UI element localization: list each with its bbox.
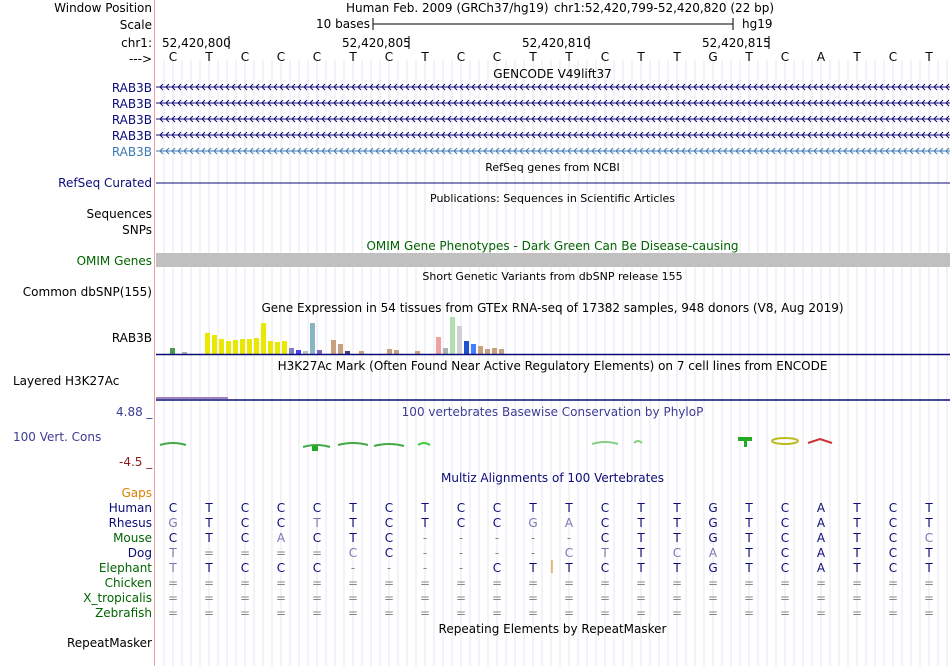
alignment-base: =: [311, 576, 323, 590]
alignment-base: =: [671, 576, 683, 590]
alignment-base: =: [923, 576, 935, 590]
alignment-base: -: [422, 561, 428, 575]
alignment-base: T: [349, 501, 357, 515]
base-letter: T: [637, 50, 645, 64]
alignment-base: =: [563, 591, 575, 605]
alignment-base: T: [205, 561, 213, 575]
alignment-base: -: [386, 561, 392, 575]
alignment-base: =: [743, 606, 755, 620]
gtex-bar: [457, 326, 462, 354]
gaps-label: Gaps: [121, 486, 152, 500]
alignment-base: =: [923, 591, 935, 605]
alignment-base: T: [673, 516, 681, 530]
alignment-base: =: [203, 606, 215, 620]
scale-bases: 10 bases: [316, 17, 370, 31]
refseq-label[interactable]: RefSeq Curated: [58, 176, 152, 190]
gtex-bar: [261, 323, 266, 354]
publications-snps-label[interactable]: SNPs: [122, 223, 152, 237]
alignment-base: -: [350, 561, 356, 575]
alignment-base: T: [565, 501, 573, 515]
alignment-base: T: [205, 516, 213, 530]
alignment-base: =: [563, 576, 575, 590]
alignment-base: C: [312, 561, 322, 575]
base-letter: C: [384, 50, 394, 64]
alignment-base: C: [456, 501, 466, 515]
gtex-bar: [478, 346, 483, 354]
gtex-bar: [275, 342, 280, 354]
phylop-signal: [738, 437, 752, 441]
alignment-base: =: [419, 606, 431, 620]
alignment-base: =: [419, 591, 431, 605]
gtex-label[interactable]: RAB3B: [111, 331, 152, 345]
alignment-base: =: [167, 591, 179, 605]
alignment-base: T: [745, 546, 753, 560]
base-letter: C: [600, 50, 610, 64]
refseq-title[interactable]: RefSeq genes from NCBI: [485, 161, 620, 174]
scale-db: hg19: [742, 17, 773, 31]
repeatmasker-title[interactable]: Repeating Elements by RepeatMasker: [438, 622, 667, 636]
gtex-bar: [226, 341, 231, 354]
alignment-base: T: [925, 561, 933, 575]
alignment-base: =: [563, 606, 575, 620]
species-label[interactable]: Human: [108, 501, 152, 515]
base-letter: C: [780, 50, 790, 64]
phylop-label[interactable]: 100 Vert. Cons: [13, 430, 102, 444]
h3k27ac-label[interactable]: Layered H3K27Ac: [13, 374, 120, 388]
alignment-base: T: [925, 501, 933, 515]
alignment-base: T: [421, 516, 429, 530]
alignment-base: =: [527, 591, 539, 605]
tick-label: 52,420,800: [162, 36, 231, 50]
publications-sequences-label[interactable]: Sequences: [86, 207, 152, 221]
species-label[interactable]: Zebrafish: [95, 606, 152, 620]
h3k27ac-title[interactable]: H3K27Ac Mark (Often Found Near Active Regulatory Elements) on 7 cell lines from ENCODE: [277, 359, 828, 373]
gencode-gene-label[interactable]: RAB3B: [111, 129, 152, 143]
alignment-base: C: [888, 531, 898, 545]
alignment-base: =: [779, 576, 791, 590]
alignment-base: C: [312, 531, 322, 545]
alignment-base: =: [311, 606, 323, 620]
alignment-base: =: [671, 606, 683, 620]
alignment-base: =: [887, 576, 899, 590]
omim-title[interactable]: OMIM Gene Phenotypes - Dark Green Can Be Disease-causing: [366, 239, 739, 253]
alignment-base: C: [240, 516, 250, 530]
alignment-base: T: [853, 546, 861, 560]
alignment-base: C: [312, 501, 322, 515]
alignment-base: G: [168, 516, 178, 530]
alignment-base: =: [455, 591, 467, 605]
gtex-bar: [359, 351, 364, 354]
alignment-base: =: [239, 606, 251, 620]
gtex-bar: [464, 341, 469, 354]
alignment-base: T: [637, 531, 645, 545]
alignment-base: T: [637, 546, 645, 560]
alignment-base: T: [637, 501, 645, 515]
alignment-base: T: [529, 561, 537, 575]
alignment-base: T: [601, 546, 609, 560]
alignment-base: C: [888, 516, 898, 530]
alignment-base: -: [458, 546, 464, 560]
dbsnp-title[interactable]: Short Genetic Variants from dbSNP release 155: [422, 270, 683, 283]
alignment-base: =: [491, 576, 503, 590]
gtex-bar: [289, 348, 294, 354]
publications-title[interactable]: Publications: Sequences in Scientific Articles: [430, 192, 675, 205]
alignment-base: T: [925, 516, 933, 530]
alignment-base: -: [494, 546, 500, 560]
gtex-bar: [233, 340, 238, 354]
alignment-base: =: [419, 576, 431, 590]
gtex-bar: [492, 348, 497, 354]
position-label[interactable]: chr1:52,420,799-52,420,820 (22 bp): [554, 1, 775, 15]
alignment-base: =: [815, 591, 827, 605]
alignment-base: =: [491, 606, 503, 620]
alignment-base: =: [347, 606, 359, 620]
base-letter: T: [349, 50, 357, 64]
alignment-base: T: [169, 546, 177, 560]
alignment-base: T: [349, 516, 357, 530]
alignment-base: -: [530, 546, 536, 560]
species-label[interactable]: X_tropicalis: [83, 591, 152, 605]
alignment-base: =: [671, 591, 683, 605]
alignment-base: C: [240, 561, 250, 575]
alignment-base: -: [530, 531, 536, 545]
alignment-base: -: [494, 531, 500, 545]
alignment-base: T: [745, 531, 753, 545]
alignment-base: C: [240, 501, 250, 515]
alignment-base: =: [383, 606, 395, 620]
alignment-base: T: [421, 501, 429, 515]
alignment-base: -: [458, 561, 464, 575]
alignment-base: C: [456, 516, 466, 530]
base-letter: C: [888, 50, 898, 64]
alignment-base: =: [527, 606, 539, 620]
phylop-ymax: 4.88 _: [116, 405, 153, 419]
alignment-base: =: [635, 576, 647, 590]
gtex-bar: [345, 351, 350, 354]
base-letter: C: [312, 50, 322, 64]
alignment-base: C: [240, 531, 250, 545]
alignment-base: =: [743, 591, 755, 605]
alignment-base: =: [635, 606, 647, 620]
alignment-base: C: [672, 546, 682, 560]
alignment-base: =: [167, 606, 179, 620]
alignment-base: =: [923, 606, 935, 620]
alignment-base: A: [816, 546, 826, 560]
dbsnp-label[interactable]: Common dbSNP(155): [22, 285, 152, 299]
gtex-bar: [310, 323, 315, 354]
alignment-base: =: [239, 546, 251, 560]
alignment-base: C: [780, 546, 790, 560]
alignment-base: =: [239, 591, 251, 605]
gtex-bar: [170, 348, 175, 354]
gencode-gene-label[interactable]: RAB3B: [111, 145, 152, 159]
species-label[interactable]: Rhesus: [108, 516, 152, 530]
base-letter: C: [456, 50, 466, 64]
alignment-base: C: [888, 561, 898, 575]
phylop-ymin: -4.5 _: [119, 455, 153, 469]
base-letter: T: [853, 50, 861, 64]
alignment-base: C: [600, 516, 610, 530]
gtex-bar: [212, 335, 217, 354]
base-letter: T: [421, 50, 429, 64]
gtex-bar: [182, 352, 187, 354]
alignment-base: =: [599, 576, 611, 590]
alignment-base: =: [203, 576, 215, 590]
alignment-base: =: [707, 591, 719, 605]
alignment-base: T: [637, 516, 645, 530]
gtex-bar: [499, 349, 504, 354]
alignment-base: A: [708, 546, 718, 560]
alignment-base: =: [887, 606, 899, 620]
alignment-base: G: [708, 501, 718, 515]
alignment-base: C: [600, 501, 610, 515]
gtex-bar: [205, 333, 210, 354]
phylop-signal: [634, 441, 642, 443]
alignment-base: T: [529, 501, 537, 515]
alignment-base: =: [815, 576, 827, 590]
alignment-base: =: [527, 576, 539, 590]
alignment-base: -: [458, 531, 464, 545]
gtex-bar: [296, 350, 301, 354]
alignment-base: =: [383, 591, 395, 605]
alignment-base: T: [205, 501, 213, 515]
alignment-base: =: [743, 576, 755, 590]
alignment-base: C: [888, 501, 898, 515]
base-letter: T: [673, 50, 681, 64]
alignment-base: C: [564, 546, 574, 560]
alignment-base: =: [383, 576, 395, 590]
species-label[interactable]: Mouse: [113, 531, 152, 545]
tick-label: 52,420,810: [522, 36, 591, 50]
gtex-bar: [317, 350, 322, 354]
gtex-bar: [240, 339, 245, 354]
gencode-gene-label[interactable]: RAB3B: [111, 97, 152, 111]
base-letter: T: [529, 50, 537, 64]
gtex-title[interactable]: Gene Expression in 54 tissues from GTEx RNA-seq of 17382 samples, 948 donors (V8, Aug 2019): [261, 301, 844, 315]
phylop-signal: [744, 441, 747, 447]
base-letter: T: [205, 50, 213, 64]
alignment-base: T: [745, 501, 753, 515]
alignment-base: =: [635, 591, 647, 605]
base-letter: C: [276, 50, 286, 64]
alignment-base: T: [673, 531, 681, 545]
species-label[interactable]: Elephant: [98, 561, 152, 575]
alignment-base: A: [564, 516, 574, 530]
alignment-base: G: [528, 516, 538, 530]
alignment-base: =: [275, 546, 287, 560]
alignment-base: =: [815, 606, 827, 620]
alignment-base: T: [925, 546, 933, 560]
gtex-bar: [415, 351, 420, 354]
alignment-base: =: [779, 606, 791, 620]
alignment-base: C: [168, 531, 178, 545]
alignment-base: T: [169, 561, 177, 575]
alignment-base: C: [276, 561, 286, 575]
alignment-base: =: [167, 576, 179, 590]
gencode-title[interactable]: GENCODE V49lift37: [493, 67, 612, 81]
alignment-base: T: [745, 561, 753, 575]
gtex-bar: [394, 350, 399, 354]
base-letter: T: [925, 50, 933, 64]
base-letter: T: [745, 50, 753, 64]
window-position-label: Window Position: [54, 1, 152, 15]
gtex-bar: [268, 341, 273, 354]
omim-label[interactable]: OMIM Genes: [76, 254, 152, 268]
repeatmasker-label[interactable]: RepeatMasker: [66, 636, 152, 650]
alignment-base: T: [853, 516, 861, 530]
species-label[interactable]: Dog: [127, 546, 152, 560]
alignment-base: =: [455, 606, 467, 620]
gtex-bar: [485, 349, 490, 354]
alignment-base: T: [745, 516, 753, 530]
alignment-base: =: [311, 546, 323, 560]
base-letter: G: [708, 50, 718, 64]
alignment-base: T: [853, 501, 861, 515]
h3k27ac-signal: [156, 397, 228, 399]
alignment-base: C: [780, 501, 790, 515]
omim-bar: [156, 253, 950, 267]
gtex-bar: [443, 348, 448, 354]
alignment-base: =: [275, 591, 287, 605]
phylop-signal: [312, 446, 318, 451]
alignment-base: C: [492, 516, 502, 530]
alignment-base: G: [708, 516, 718, 530]
alignment-base: =: [707, 576, 719, 590]
alignment-base: C: [780, 531, 790, 545]
alignment-base: T: [637, 561, 645, 575]
alignment-base: A: [816, 501, 826, 515]
alignment-base: G: [708, 531, 718, 545]
alignment-base: T: [565, 561, 573, 575]
base-letter: C: [492, 50, 502, 64]
alignment-base: A: [816, 516, 826, 530]
alignment-base: =: [203, 546, 215, 560]
alignment-base: C: [780, 561, 790, 575]
gtex-bar: [471, 344, 476, 354]
alignment-base: C: [888, 546, 898, 560]
alignment-base: C: [492, 501, 502, 515]
base-letter: C: [168, 50, 178, 64]
tick-label: 52,420,805: [342, 36, 411, 50]
alignment-base: =: [275, 576, 287, 590]
gtex-bar: [331, 340, 336, 354]
gtex-bar: [436, 337, 441, 354]
alignment-base: C: [276, 516, 286, 530]
base-letter: T: [565, 50, 573, 64]
scale-label: Scale: [119, 18, 152, 32]
alignment-base: =: [347, 576, 359, 590]
alignment-base: T: [349, 531, 357, 545]
alignment-base: C: [384, 501, 394, 515]
alignment-base: T: [673, 501, 681, 515]
gtex-bar: [282, 341, 287, 354]
alignment-base: =: [599, 591, 611, 605]
alignment-base: C: [384, 516, 394, 530]
gtex-bar: [219, 339, 224, 354]
alignment-base: A: [816, 561, 826, 575]
alignment-base: C: [600, 561, 610, 575]
alignment-base: A: [816, 531, 826, 545]
gtex-bar: [254, 338, 259, 354]
alignment-base: =: [347, 591, 359, 605]
base-letter: C: [240, 50, 250, 64]
strand-label: --->: [128, 52, 152, 66]
alignment-base: C: [780, 516, 790, 530]
alignment-base: =: [455, 576, 467, 590]
alignment-base: =: [599, 606, 611, 620]
alignment-base: T: [853, 531, 861, 545]
alignment-base: -: [566, 531, 572, 545]
alignment-base: C: [384, 531, 394, 545]
base-letter: A: [816, 50, 826, 64]
alignment-base: -: [422, 546, 428, 560]
alignment-base: A: [276, 531, 286, 545]
alignment-base: =: [311, 591, 323, 605]
multiz-title[interactable]: Multiz Alignments of 100 Vertebrates: [440, 471, 665, 485]
gtex-bar: [387, 349, 392, 354]
alignment-base: C: [600, 531, 610, 545]
alignment-base: T: [673, 561, 681, 575]
gtex-bar: [338, 344, 343, 354]
alignment-base: =: [851, 576, 863, 590]
tick-label: 52,420,815: [702, 36, 771, 50]
alignment-base: =: [851, 591, 863, 605]
alignment-base: G: [708, 561, 718, 575]
phylop-signal: [418, 443, 430, 445]
alignment-base: T: [205, 531, 213, 545]
alignment-base: C: [384, 546, 394, 560]
alignment-base: C: [492, 561, 502, 575]
gtex-bar: [303, 351, 308, 354]
gtex-bar: [450, 317, 455, 354]
alignment-base: =: [887, 591, 899, 605]
chrom-label: chr1:: [121, 36, 152, 50]
alignment-base: =: [239, 576, 251, 590]
alignment-base: C: [924, 531, 934, 545]
alignment-base: T: [313, 516, 321, 530]
gencode-gene-label[interactable]: RAB3B: [111, 113, 152, 127]
alignment-base: =: [779, 591, 791, 605]
alignment-base: =: [707, 606, 719, 620]
alignment-base: =: [203, 591, 215, 605]
gencode-gene-label[interactable]: RAB3B: [111, 81, 152, 95]
alignment-base: C: [276, 501, 286, 515]
alignment-base: C: [168, 501, 178, 515]
alignment-base: =: [491, 591, 503, 605]
assembly-label: Human Feb. 2009 (GRCh37/hg19): [346, 1, 549, 15]
alignment-base: T: [853, 561, 861, 575]
gtex-bar: [247, 339, 252, 354]
species-label[interactable]: Chicken: [104, 576, 152, 590]
alignment-base: =: [851, 606, 863, 620]
label-separator: [154, 0, 155, 666]
alignment-base: C: [348, 546, 358, 560]
alignment-base: =: [275, 606, 287, 620]
alignment-base: -: [422, 531, 428, 545]
phylop-title[interactable]: 100 vertebrates Basewise Conservation by PhyloP: [401, 405, 704, 419]
